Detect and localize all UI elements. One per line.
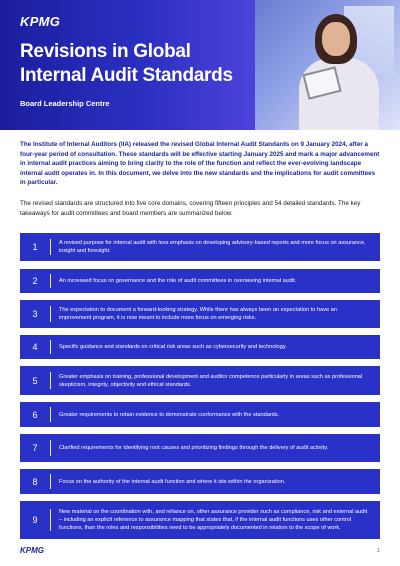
divider bbox=[50, 440, 51, 457]
takeaway-item bbox=[20, 366, 380, 395]
takeaway-text: Greater emphasis on training, professional development and auditor competence particularly in areas such as professional skepticism, integrity, objectivity and ethical standards. bbox=[59, 373, 363, 388]
takeaway-item bbox=[20, 434, 380, 462]
takeaway-number: 5 bbox=[32, 375, 38, 386]
divider bbox=[50, 372, 51, 389]
takeaway-text: Focus on the authority of the internal audit function and where it sits within the organization. bbox=[59, 478, 286, 485]
takeaway-item bbox=[20, 269, 380, 293]
divider bbox=[50, 239, 51, 256]
divider bbox=[50, 340, 51, 354]
takeaway-text: Clarified requirements for identifying root causes and prioritizing findings through the delivery of audit activity. bbox=[59, 445, 329, 451]
lead-paragraph: The revised standards are structured into five core domains, covering fifteen principles and 54 detailed standards. The key takeaways for audit committees and board members are summarized below. bbox=[20, 200, 361, 217]
takeaway-number: 4 bbox=[32, 342, 38, 352]
divider bbox=[50, 274, 51, 288]
page-subtitle: Board Leadership Centre bbox=[20, 99, 110, 108]
page-number: 1 bbox=[376, 548, 380, 554]
page-title: Revisions in Global Internal Audit Standards bbox=[20, 41, 233, 86]
takeaway-number: 8 bbox=[32, 476, 38, 487]
takeaway-number: 1 bbox=[32, 242, 38, 252]
takeaway-number: 2 bbox=[32, 276, 38, 286]
takeaway-number: 6 bbox=[32, 409, 38, 420]
takeaway-item bbox=[20, 469, 380, 494]
takeaway-item bbox=[20, 402, 380, 427]
takeaway-item bbox=[20, 335, 380, 359]
takeaway-number: 9 bbox=[32, 515, 38, 525]
takeaway-item bbox=[20, 233, 380, 261]
divider bbox=[50, 474, 51, 489]
takeaway-text: An increased focus on governance and the role of audit committees in overseeing internal audit. bbox=[59, 278, 297, 284]
divider bbox=[50, 306, 51, 323]
footer-logo: KPMG bbox=[20, 546, 44, 555]
intro-paragraph: The Institute of Internal Auditors (IIA) released the revised Global Internal Audit Standards on 9 January 2024, after a four-year period of consultation. These standards will be effective starting January 2025 and mark a major advancement in internal audit practices aiming to bring clarity to the role of the function and reflect the ever-evolving landscape internal audit operates in. In this document, we delve into the new standards and the implications for audit committees in particular. bbox=[20, 141, 380, 187]
divider bbox=[50, 509, 51, 532]
takeaway-number: 7 bbox=[32, 443, 38, 453]
takeaway-text: The expectation to document a forward-looking strategy. While there has always been an expectation to have an improvement program, it is now meant to include more focus on emerging risks. bbox=[59, 307, 337, 321]
takeaway-text: Greater requirements to retain evidence to demonstrate conformance with the standards. bbox=[59, 411, 280, 418]
takeaway-item bbox=[20, 300, 380, 328]
takeaway-text: Specific guidance and standards on critical risk areas such as cybersecurity and technology. bbox=[59, 344, 287, 350]
person-face bbox=[322, 22, 350, 56]
takeaway-number: 3 bbox=[32, 309, 38, 319]
takeaway-text: New material on the coordination with, and reliance on, other assurance provider such as compliance, risk and external audit – including an explicit reference to assurance mapping that states that, if the internal audit functions uses other control functions, than the roles and responsibilities need to be appropriately documented in relation to the scope of work. bbox=[59, 509, 368, 531]
hero-banner bbox=[0, 0, 400, 130]
hero-photo bbox=[255, 0, 400, 130]
kpmg-logo: KPMG bbox=[20, 14, 61, 29]
takeaway-item bbox=[20, 501, 380, 539]
divider bbox=[50, 407, 51, 422]
takeaway-text: A revised purpose for internal audit with less emphasis on developing advisory-based reports and more focus on assurance, insight and foresight. bbox=[59, 240, 366, 254]
